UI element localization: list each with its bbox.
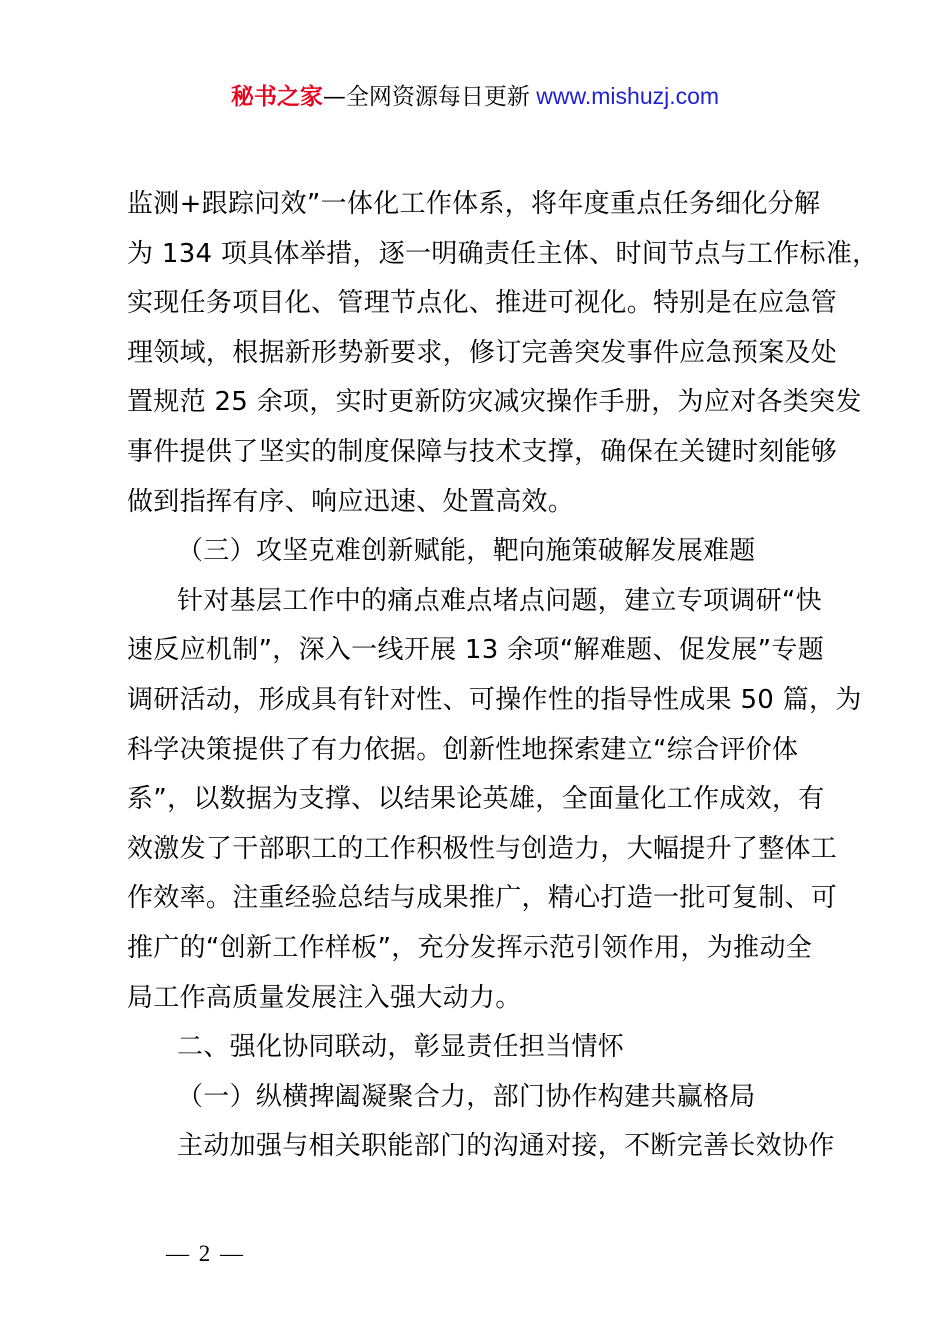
site-header (0, 80, 950, 113)
paragraph-line: 针对基层工作中的痛点难点堵点问题，建立专项调研“快 (177, 585, 822, 616)
paragraph-line: 事件提供了坚实的制度保障与技术支撑，确保在关键时刻能够 (127, 436, 838, 467)
paragraph-line: 主动加强与相关职能部门的沟通对接，不断完善长效协作 (177, 1131, 835, 1162)
paragraph-line: 做到指挥有序、响应迅速、处置高效。 (127, 486, 575, 517)
section-heading: （三）攻坚克难创新赋能，靶向施策破解发展难题 (177, 536, 756, 567)
site-tagline: —全网资源每日更新 (322, 84, 530, 110)
section-heading: （一）纵横捭阖凝聚合力，部门协作构建共赢格局 (177, 1081, 756, 1112)
paragraph-line: 为 134 项具体举措，逐一明确责任主体、时间节点与工作标准， (127, 238, 879, 269)
paragraph-line: 科学决策提供了有力依据。创新性地探索建立“综合评价体 (127, 734, 799, 765)
paragraph-line: 理领域，根据新形势新要求，修订完善突发事件应急预案及处 (127, 337, 838, 368)
paragraph-line: 实现任务项目化、管理节点化、推进可视化。特别是在应急管 (127, 288, 838, 319)
paragraph-line: 局工作高质量发展注入强大动力。 (127, 982, 522, 1013)
document-body (127, 180, 879, 1172)
paragraph-line: 效激发了干部职工的工作积极性与创造力，大幅提升了整体工 (127, 833, 838, 864)
paragraph-line: 置规范 25 余项，实时更新防灾减灾操作手册，为应对各类突发 (127, 387, 862, 418)
paragraph-line: 系”，以数据为支撑、以结果论英雄，全面量化工作成效，有 (127, 784, 825, 815)
paragraph-line: 速反应机制”，深入一线开展 13 余项“解难题、促发展”专题 (127, 635, 825, 666)
paragraph-line: 监测+跟踪问效”一体化工作体系，将年度重点任务细化分解 (127, 189, 821, 219)
chapter-heading: 二、强化协同联动，彰显责任担当情怀 (177, 1032, 625, 1063)
site-url-link[interactable]: www.mishuzj.com (529, 83, 720, 109)
site-brand: 秘书之家 (230, 84, 323, 110)
paragraph-line: 推广的“创新工作样板”，充分发挥示范引领作用，为推动全 (127, 932, 813, 963)
paragraph-line: 作效率。注重经验总结与成果推广，精心打造一批可复制、可 (127, 883, 838, 914)
page-number: — 2 — (166, 1241, 245, 1266)
paragraph-line: 调研活动，形成具有针对性、可操作性的指导性成果 50 篇，为 (127, 684, 862, 715)
